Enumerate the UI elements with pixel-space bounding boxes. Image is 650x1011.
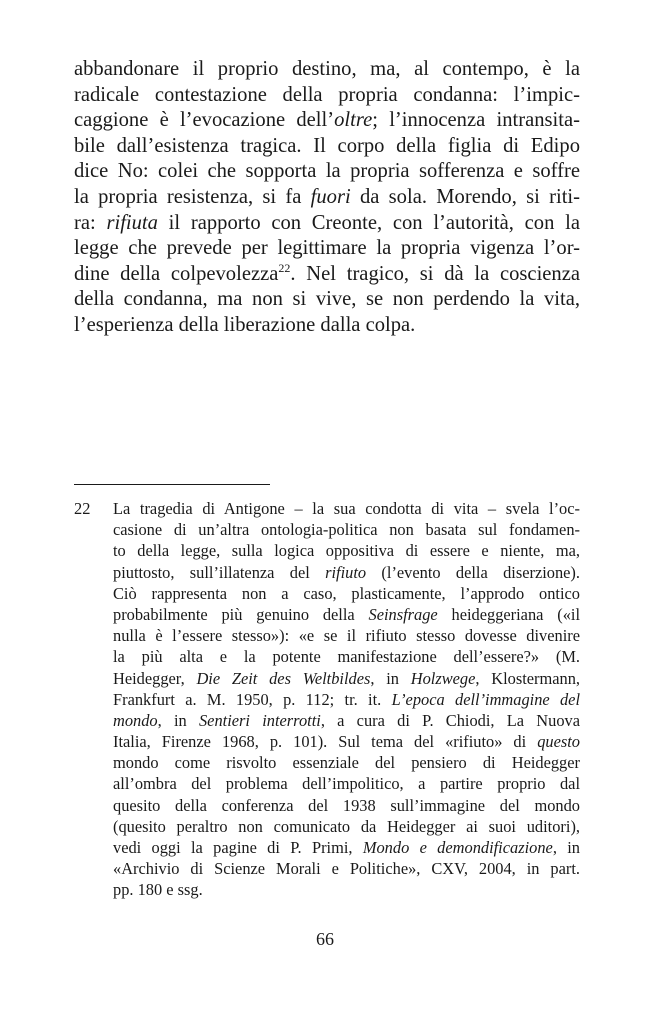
footnote-line: piuttosto, sull’illatenza del rifiuto (l’evento della diserzione). <box>113 562 580 582</box>
footnote-line: (quesito peraltro non comunicato da Heidegger ai suoi uditori), <box>113 816 580 836</box>
italic-term: fuori <box>310 185 351 208</box>
footnote-separator <box>74 484 270 485</box>
body-line: legge che prevede per legittimare la propria vigenza l’or- <box>74 237 580 260</box>
footnote-line: all’ombra del problema dell’impolitico, a partire proprio dal <box>113 774 580 794</box>
footnote-line: Italia, Firenze 1968, p. 101). Sul tema del «rifiuto» di questo <box>113 732 580 752</box>
footnote-number: 22 <box>74 499 91 518</box>
footnote-line: «Archivio di Scienze Morali e Politiche», CXV, 2004, in part. <box>113 859 580 879</box>
footnote-line: nulla è l’essere stesso»): «e se il rifiuto stesso dovesse divenire <box>113 626 580 646</box>
body-line: dice No: colei che sopporta la propria sofferenza e soffre <box>74 160 580 183</box>
footnote-line: mondo come risvolto essenziale del pensiero di Heidegger <box>113 753 580 773</box>
body-line: radicale contestazione della propria condanna: l’impic- <box>74 83 580 106</box>
footnote-line: casione di un’altra ontologia-politica non basata sul fondamen- <box>113 520 580 540</box>
footnote-line: Frankfurt a. M. 1950, p. 112; tr. it. L’epoca dell’immagine del <box>113 689 581 709</box>
body-line: bile dall’esistenza tragica. Il corpo della figlia di Edipo <box>74 134 580 157</box>
body-line: caggione è l’evocazione dell’oltre; l’innocenza intransita- <box>74 109 580 132</box>
body-line: della condanna, ma non si vive, se non perdendo la vita, <box>74 288 580 311</box>
footnote-line: vedi oggi la pagine di P. Primi, Mondo e demondificazione, in <box>113 838 580 857</box>
body-line: dine della colpevolezza$^{22}$. Nel tragico, si dà la coscienza <box>74 260 581 285</box>
italic-term: Seinsfrage <box>368 604 438 624</box>
footnote-line: mondo, in Sentieri interrotti, a cura di P. Chiodi, La Nuova <box>113 710 580 730</box>
footnote-line: probabilmente più genuino della Seinsfrage heideggeriana («il <box>113 604 580 624</box>
page-number: 66 <box>316 929 334 949</box>
body-paragraph <box>74 57 580 339</box>
italic-title: Sentieri interrotti <box>198 710 321 730</box>
italic-term: rifiuto <box>325 562 367 582</box>
body-line: abbandonare il proprio destino, ma, al contempo, è la <box>74 58 580 80</box>
footnote-line: pp. 180 e ssg. <box>113 880 203 900</box>
footnote-reference[interactable]: 22 <box>278 260 291 275</box>
body-line: ra: rifiuta il rapporto con Creonte, con l’autorità, con la <box>74 211 580 234</box>
italic-term: questo <box>537 732 580 752</box>
footnote-line: quesito della conferenza del 1938 sull’immagine del mondo <box>113 795 580 815</box>
italic-term: rifiuta <box>106 211 158 234</box>
italic-term: oltre <box>334 109 373 132</box>
footnote-line: to della legge, sulla logica oppositiva di essere e niente, ma, <box>113 541 580 561</box>
footnote-text <box>113 498 580 901</box>
italic-title: Mondo e demondificazione <box>362 838 553 857</box>
italic-title: mondo <box>113 710 158 730</box>
footnote-line: La tragedia di Antigone – la sua condotta di vita – svela l’oc- <box>113 499 580 518</box>
italic-title: L’epoca dell’immagine del <box>391 689 581 709</box>
footnote-line: la più alta e la potente manifestazione dell’essere?» (M. <box>113 647 580 667</box>
body-line: l’esperienza della liberazione dalla colpa. <box>74 313 416 336</box>
body-line: la propria resistenza, si fa fuori da sola. Morendo, si riti- <box>74 185 580 208</box>
italic-title: Holzwege <box>410 668 476 688</box>
footnote-line: Ciò rappresenta non a caso, plasticamente, l’approdo ontico <box>113 583 580 603</box>
italic-title: Die Zeit des Weltbildes <box>196 668 371 688</box>
footnote-line: Heidegger, Die Zeit des Weltbildes, in Holzwege, Klostermann, <box>113 668 580 688</box>
